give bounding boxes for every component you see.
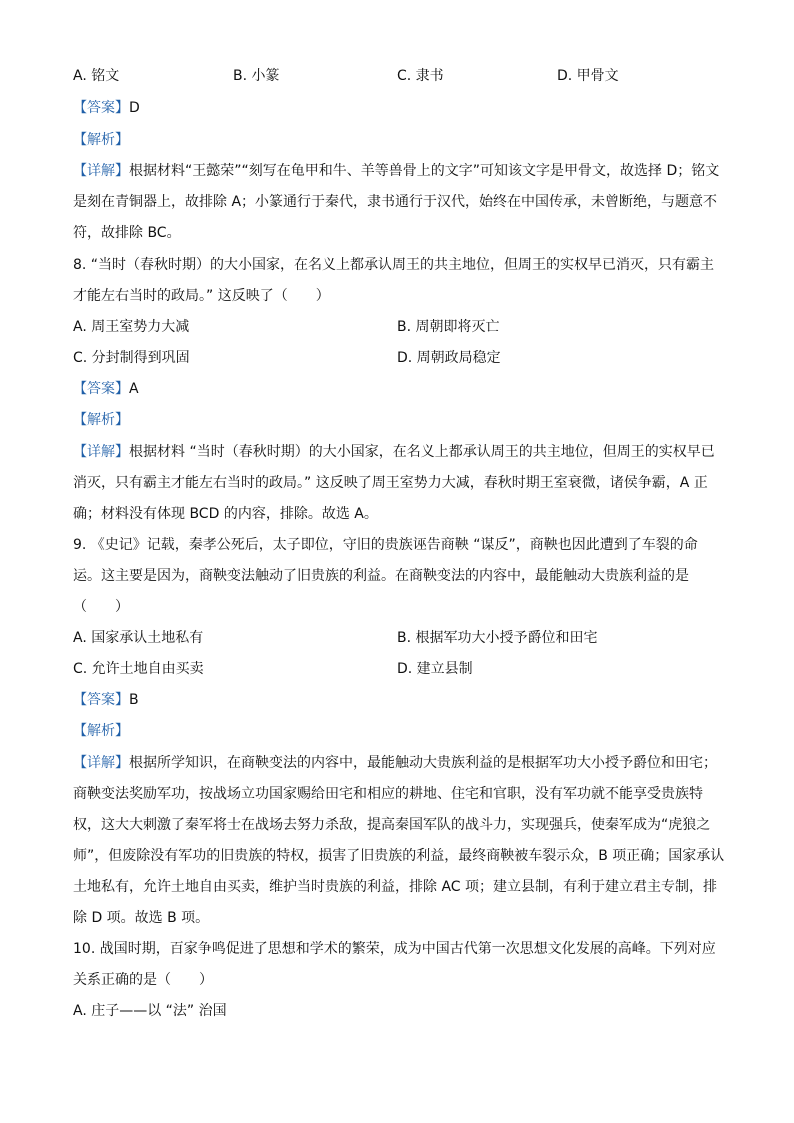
answer-label: 【答案】 <box>73 100 129 116</box>
q9-detail-line-2: 商鞅变法奖励军功，按战场立功国家赐给田宅和相应的耕地、住宅和官职，没有军功就不能享受贵族特 <box>73 786 703 802</box>
q8-answer <box>73 379 721 399</box>
q9-option-b: B. 根据军功大小授予爵位和田宅 <box>397 630 598 646</box>
q7-analysis <box>73 130 721 150</box>
q7-option-a: A. 铭文 <box>73 68 120 84</box>
q8-option-c: C. 分封制得到巩固 <box>73 350 190 366</box>
q9-stem-line-3: （ ） <box>73 599 129 615</box>
q8-option-a: A. 周王室势力大减 <box>73 319 190 335</box>
q7-detail-line-3: 符，故排除 BC。 <box>73 225 181 241</box>
analysis-label: 【解析】 <box>73 132 129 148</box>
q7-answer-value: D <box>129 100 140 116</box>
answer-label: 【答案】 <box>73 692 129 708</box>
analysis-label: 【解析】 <box>73 723 129 739</box>
q7-option-b: B. 小篆 <box>233 68 280 84</box>
q7-detail-line-1 <box>73 161 721 181</box>
q9-detail-line-4: 师”，但废除没有军功的旧贵族的特权，损害了旧贵族的利益，最终商鞅被车裂示众，B 项正确；国家承认 <box>73 848 725 864</box>
q9-option-c: C. 允许土地自由买卖 <box>73 661 204 677</box>
detail-label: 【详解】 <box>73 755 129 771</box>
answer-label: 【答案】 <box>73 381 129 397</box>
q9-stem-line-2: 运。这主要是因为，商鞅变法触动了旧贵族的利益。在商鞅变法的内容中，最能触动大贵族利益的是 <box>73 568 689 584</box>
q10-stem-line-2: 关系正确的是（ ） <box>73 972 213 988</box>
q8-stem-line-2: 才能左右当时的政局。” 这反映了（ ） <box>73 288 330 304</box>
q9-detail-line-1 <box>73 753 721 773</box>
q7-option-d: D. 甲骨文 <box>557 68 619 84</box>
q9-answer-value: B <box>129 692 139 708</box>
analysis-label: 【解析】 <box>73 412 129 428</box>
q7-answer <box>73 98 721 118</box>
q9-detail-line-6: 除 D 项。故选 B 项。 <box>73 910 210 926</box>
q8-option-b: B. 周朝即将灭亡 <box>397 319 500 335</box>
q8-detail-text-1: 根据材料 “当时（春秋时期）的大小国家，在名义上都承认周王的共主地位，但周王的实权早已 <box>129 444 715 460</box>
q9-detail-line-3: 权，这大大刺激了秦军将士在战场去努力杀敌，提高秦国军队的战斗力，实现强兵，使秦军成为“虎狼之 <box>73 817 711 833</box>
q10-stem-line-1: 10. 战国时期，百家争鸣促进了思想和学术的繁荣，成为中国古代第一次思想文化发展的高峰。下列对应 <box>73 941 716 957</box>
q8-answer-value: A <box>129 381 139 397</box>
q8-option-d: D. 周朝政局稳定 <box>397 350 501 366</box>
q8-analysis <box>73 410 721 430</box>
q8-detail-line-3: 确；材料没有体现 BCD 的内容，排除。故选 A。 <box>73 506 378 522</box>
q8-detail-line-1 <box>73 442 721 462</box>
q7-detail-line-2: 是刻在青铜器上，故排除 A；小篆通行于秦代，隶书通行于汉代，始终在中国传承，未曾断绝，与题意不 <box>73 194 718 210</box>
q9-answer <box>73 690 721 710</box>
q9-stem-line-1: 9. 《史记》记载，秦孝公死后，太子即位，守旧的贵族诬告商鞅 “谋反”，商鞅也因此遭到了车裂的命 <box>73 537 698 553</box>
q7-detail-text-1: 根据材料“王懿荣”“刻写在龟甲和牛、羊等兽骨上的文字”可知该文字是甲骨文，故选择 D；铭文 <box>129 163 720 179</box>
q8-detail-line-2: 消灭，只有霸主才能左右当时的政局。” 这反映了周王室势力大减，春秋时期王室衰微，诸侯争霸，A 正 <box>73 475 708 491</box>
q8-stem-line-1: 8. “当时（春秋时期）的大小国家，在名义上都承认周王的共主地位，但周王的实权早已消灭，只有霸主 <box>73 257 715 273</box>
q9-detail-line-5: 土地私有，允许土地自由买卖，维护当时贵族的利益，排除 AC 项；建立县制，有利于建立君主专制，排 <box>73 879 718 895</box>
q10-option-a: A. 庄子——以 “法” 治国 <box>73 1003 227 1019</box>
detail-label: 【详解】 <box>73 163 129 179</box>
detail-label: 【详解】 <box>73 444 129 460</box>
q9-option-d: D. 建立县制 <box>397 661 473 677</box>
q9-option-a: A. 国家承认土地私有 <box>73 630 204 646</box>
q7-option-c: C. 隶书 <box>397 68 444 84</box>
q9-analysis <box>73 721 721 741</box>
q9-detail-text-1: 根据所学知识，在商鞅变法的内容中，最能触动大贵族利益的是根据军功大小授予爵位和田宅； <box>129 755 717 771</box>
